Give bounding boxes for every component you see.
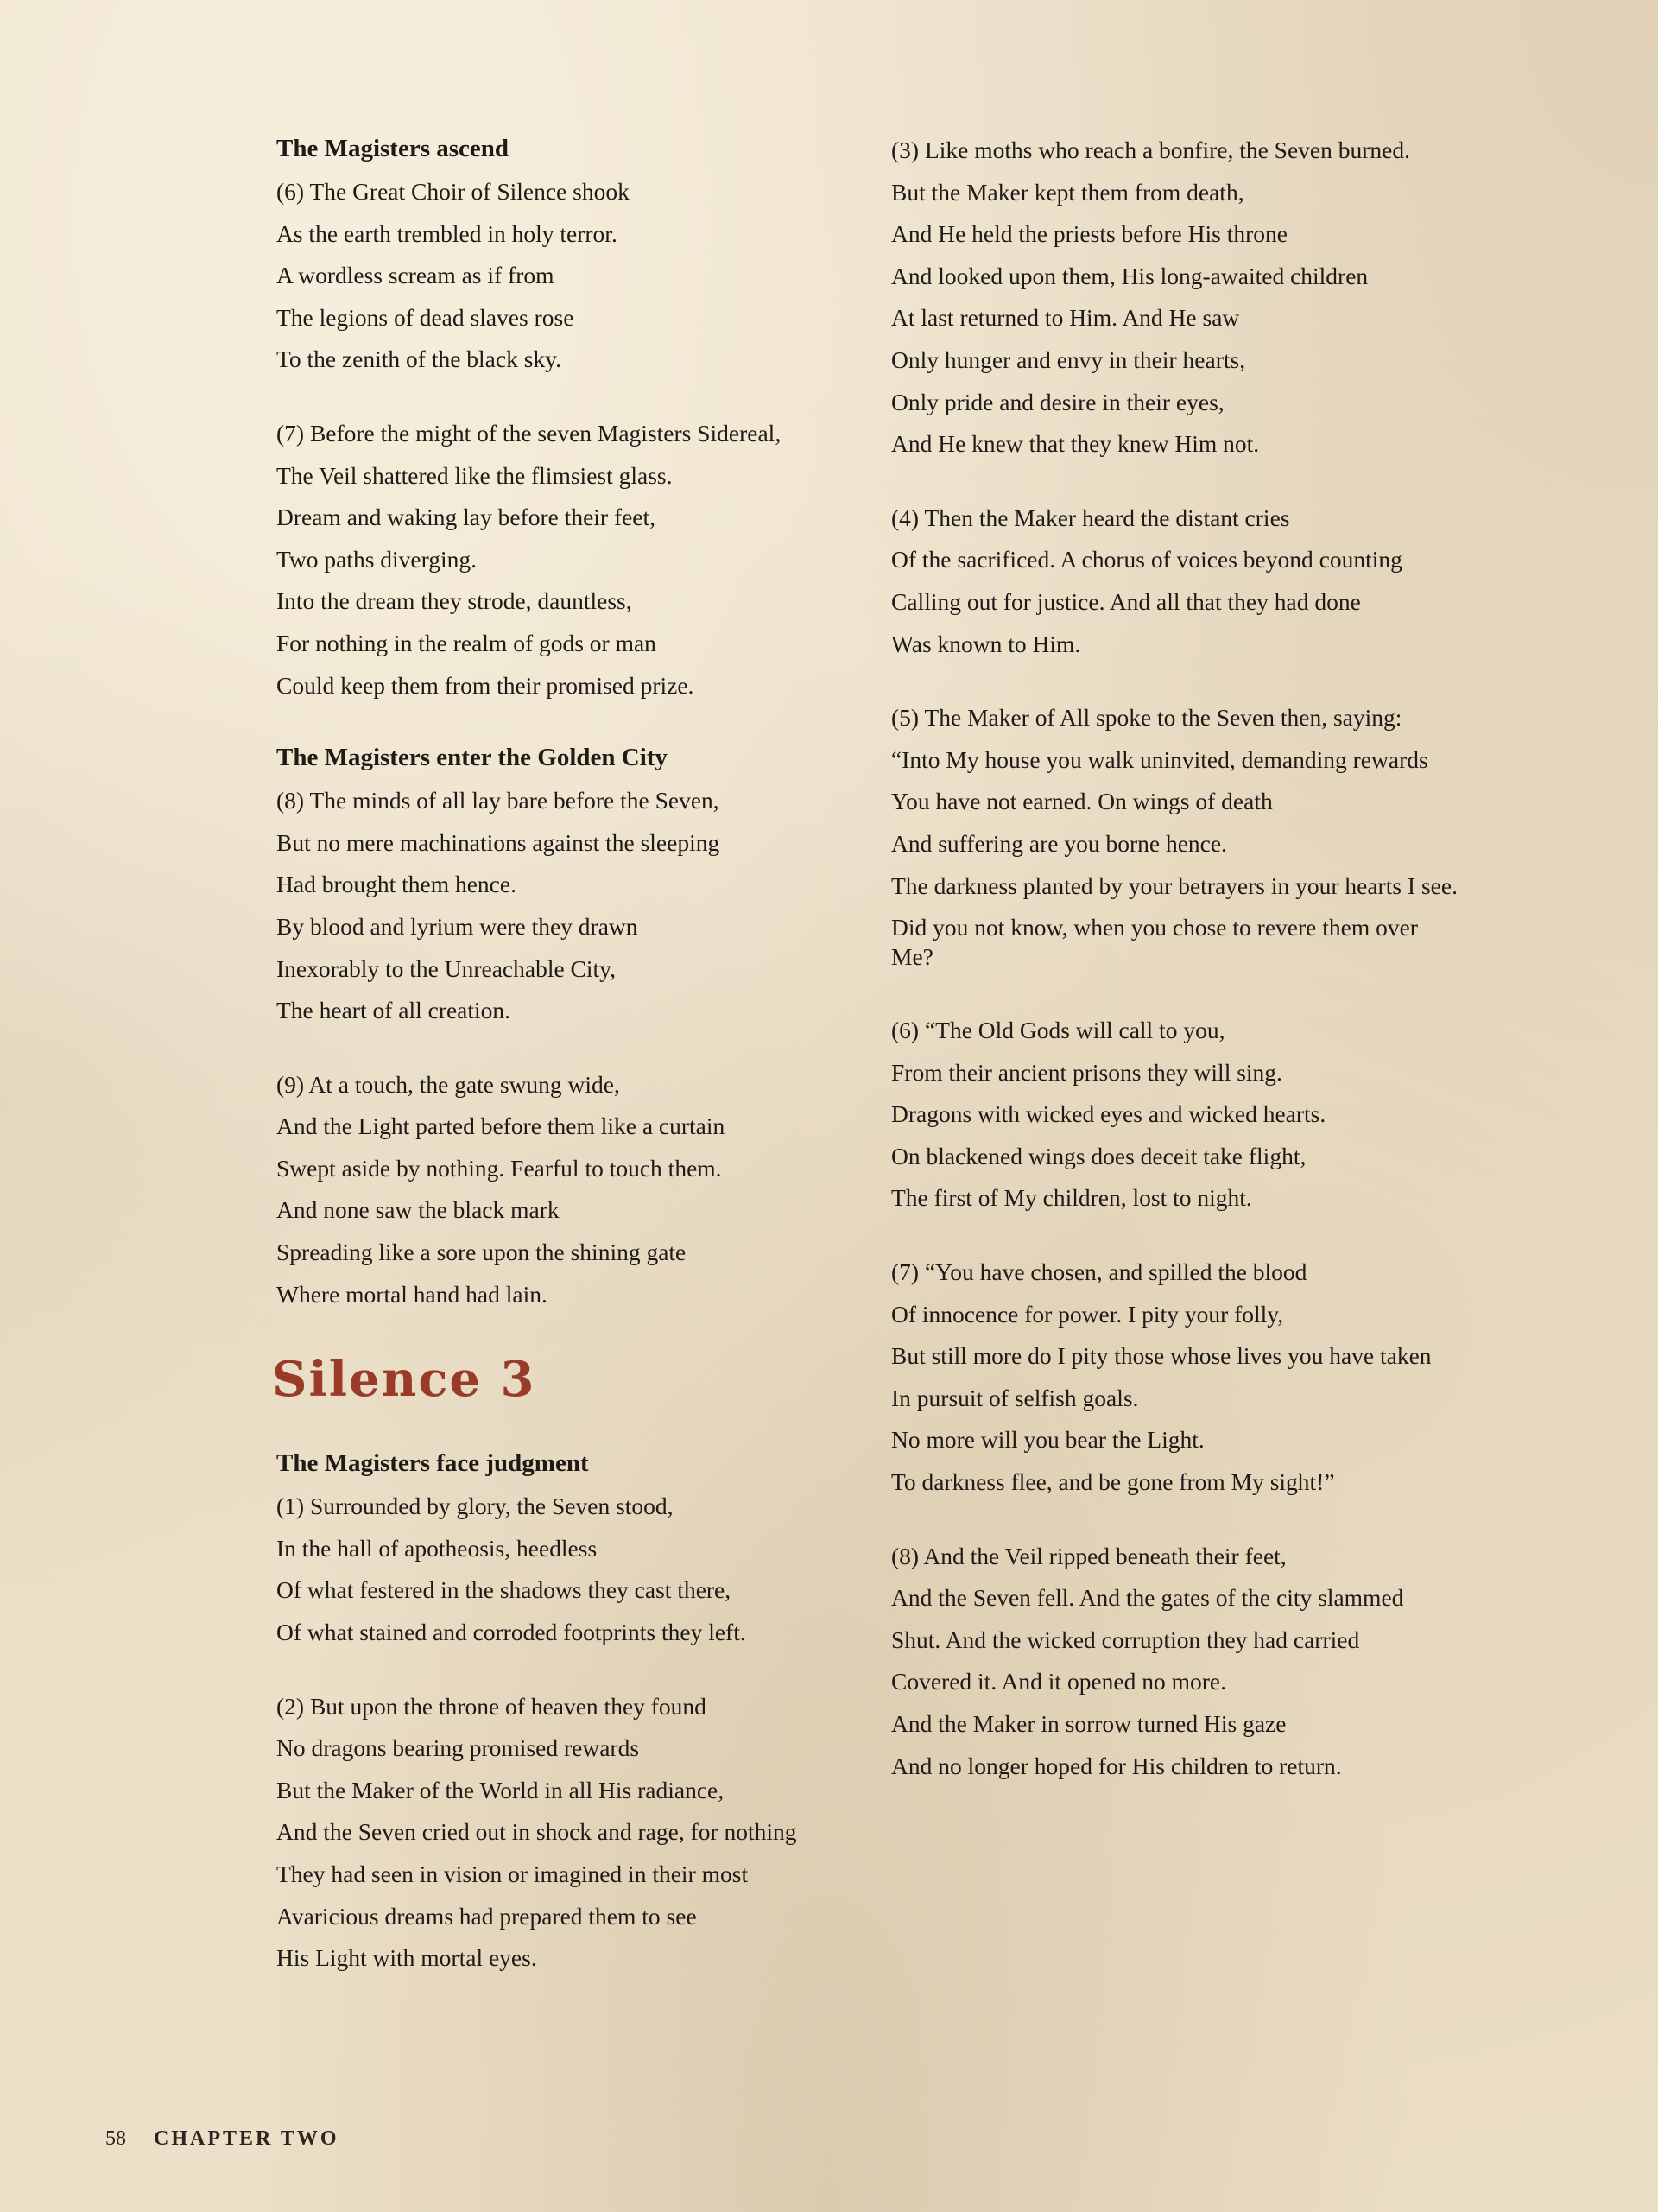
verse-line: Had brought them hence. bbox=[276, 871, 516, 898]
stanza bbox=[891, 697, 1547, 978]
verse-line: Shut. And the wicked corruption they had carried bbox=[891, 1626, 1360, 1653]
verse-line: The first of My children, lost to night. bbox=[891, 1184, 1252, 1212]
verse-line: To darkness flee, and be gone from My sight!” bbox=[891, 1468, 1335, 1496]
stanza bbox=[276, 1444, 872, 1653]
verse-line: And looked upon them, His long-awaited children bbox=[891, 262, 1369, 289]
verse-line: By blood and lyrium were they drawn bbox=[276, 912, 638, 940]
verse-line: And no longer hoped for His children to return. bbox=[891, 1752, 1342, 1779]
stanza bbox=[276, 738, 872, 1032]
page-number: 58 bbox=[105, 2127, 126, 2150]
verse-line: No more will you bear the Light. bbox=[891, 1426, 1205, 1454]
verse-line: At last returned to Him. And He saw bbox=[891, 304, 1240, 332]
verse-line: Only pride and desire in their eyes, bbox=[891, 388, 1225, 415]
stanza bbox=[891, 130, 1547, 466]
verse-line: And He held the priests before His throne bbox=[891, 220, 1288, 248]
verse-line: And the Light parted before them like a curtain bbox=[276, 1112, 725, 1140]
verse-line: Could keep them from their promised prize. bbox=[276, 671, 694, 699]
verse-line: The heart of all creation. bbox=[276, 997, 511, 1024]
verse-line: Avaricious dreams had prepared them to see bbox=[276, 1902, 697, 1930]
verse-line: Swept aside by nothing. Fearful to touch them. bbox=[276, 1154, 722, 1182]
verse-line: In the hall of apotheosis, heedless bbox=[276, 1534, 598, 1562]
verse-line: (4) Then the Maker heard the distant cries bbox=[891, 504, 1290, 531]
verse-line: Only hunger and envy in their hearts, bbox=[891, 345, 1246, 373]
verse-line: Did you not know, when you chose to revere them over Me? bbox=[891, 914, 1418, 971]
verse-line: (6) The Great Choir of Silence shook bbox=[276, 178, 630, 205]
verse-line: Of the sacrificed. A chorus of voices beyond counting bbox=[891, 546, 1402, 574]
verse-line: Where mortal hand had lain. bbox=[276, 1280, 547, 1308]
stanza bbox=[891, 1010, 1547, 1220]
verse-line: His Light with mortal eyes. bbox=[276, 1944, 537, 1972]
verse-line: (1) Surrounded by glory, the Seven stood, bbox=[276, 1493, 674, 1520]
stanza bbox=[276, 413, 872, 707]
stanza bbox=[276, 1686, 872, 1980]
verse-line: Was known to Him. bbox=[891, 630, 1081, 657]
page-footer bbox=[105, 2123, 339, 2154]
verse-line: (8) The minds of all lay bare before the Seven, bbox=[276, 787, 719, 814]
left-column bbox=[272, 130, 872, 2012]
verse-line: And suffering are you borne hence. bbox=[891, 829, 1227, 857]
stanza bbox=[891, 1252, 1547, 1504]
verse-line: (6) “The Old Gods will call to you, bbox=[891, 1017, 1225, 1044]
section-title: Silence 3 bbox=[272, 1351, 536, 1409]
stanza bbox=[276, 130, 872, 381]
verse-line: Two paths diverging. bbox=[276, 545, 478, 573]
verse-line: The darkness planted by your betrayers in your hearts I see. bbox=[891, 871, 1458, 899]
verse-line: But the Maker of the World in all His radiance, bbox=[276, 1776, 725, 1803]
verse-line: (8) And the Veil ripped beneath their feet, bbox=[891, 1542, 1287, 1569]
right-column bbox=[891, 130, 1547, 1819]
verse-line: A wordless scream as if from bbox=[276, 262, 554, 289]
verse-line: Into the dream they strode, dauntless, bbox=[276, 587, 632, 615]
verse-line: (9) At a touch, the gate swung wide, bbox=[276, 1070, 620, 1098]
verse-line: Dream and waking lay before their feet, bbox=[276, 504, 656, 531]
verse-line: Of what festered in the shadows they cast there, bbox=[276, 1576, 731, 1604]
stanza-heading: The Magisters face judgment bbox=[276, 1449, 589, 1478]
stanza-heading: The Magisters ascend bbox=[276, 135, 509, 162]
chapter-label: CHAPTER TWO bbox=[154, 2127, 339, 2150]
stanza-heading: The Magisters enter the Golden City bbox=[276, 744, 668, 772]
verse-line: Dragons with wicked eyes and wicked hearts. bbox=[891, 1100, 1326, 1128]
stanza bbox=[891, 498, 1547, 665]
verse-line: But no mere machinations against the sleeping bbox=[276, 828, 720, 856]
verse-line: And none saw the black mark bbox=[276, 1196, 560, 1224]
verse-line: Spreading like a sore upon the shining gate bbox=[276, 1239, 687, 1266]
verse-line: (7) Before the might of the seven Magisters Sidereal, bbox=[276, 419, 782, 447]
verse-line: (7) “You have chosen, and spilled the blood bbox=[891, 1258, 1307, 1286]
verse-line: From their ancient prisons they will sing. bbox=[891, 1058, 1282, 1086]
verse-line: The legions of dead slaves rose bbox=[276, 303, 574, 331]
verse-line: Covered it. And it opened no more. bbox=[891, 1668, 1226, 1695]
verse-line: And the Seven cried out in shock and rage, for nothing bbox=[276, 1818, 797, 1846]
verse-line: And the Seven fell. And the gates of the city slammed bbox=[891, 1584, 1404, 1612]
verse-line: And the Maker in sorrow turned His gaze bbox=[891, 1710, 1287, 1737]
verse-line: No dragons bearing promised rewards bbox=[276, 1734, 640, 1762]
verse-line: (2) But upon the throne of heaven they found bbox=[276, 1692, 706, 1720]
verse-line: Calling out for justice. And all that they had done bbox=[891, 587, 1361, 615]
verse-line: (3) Like moths who reach a bonfire, the Seven burned. bbox=[891, 136, 1410, 163]
verse-line: They had seen in vision or imagined in their most bbox=[276, 1860, 749, 1887]
verse-line: On blackened wings does deceit take flight, bbox=[891, 1142, 1307, 1169]
verse-line: But still more do I pity those whose lives you have taken bbox=[891, 1342, 1432, 1370]
verse-line: In pursuit of selfish goals. bbox=[891, 1384, 1139, 1411]
verse-line: Inexorably to the Unreachable City, bbox=[276, 954, 617, 982]
verse-line: But the Maker kept them from death, bbox=[891, 178, 1244, 206]
verse-line: For nothing in the realm of gods or man bbox=[276, 629, 656, 656]
verse-line: To the zenith of the black sky. bbox=[276, 345, 562, 373]
stanza bbox=[276, 1064, 872, 1316]
verse-line: (5) The Maker of All spoke to the Seven then, saying: bbox=[891, 704, 1402, 732]
verse-line: You have not earned. On wings of death bbox=[891, 788, 1273, 815]
stanza bbox=[891, 1536, 1547, 1788]
verse-line: Of what stained and corroded footprints they left. bbox=[276, 1619, 746, 1646]
verse-line: “Into My house you walk uninvited, demanding rewards bbox=[891, 745, 1428, 773]
verse-line: The Veil shattered like the flimsiest glass. bbox=[276, 461, 673, 489]
verse-line: Of innocence for power. I pity your folly, bbox=[891, 1300, 1284, 1328]
verse-line: As the earth trembled in holy terror. bbox=[276, 219, 617, 247]
verse-line: And He knew that they knew Him not. bbox=[891, 430, 1260, 458]
